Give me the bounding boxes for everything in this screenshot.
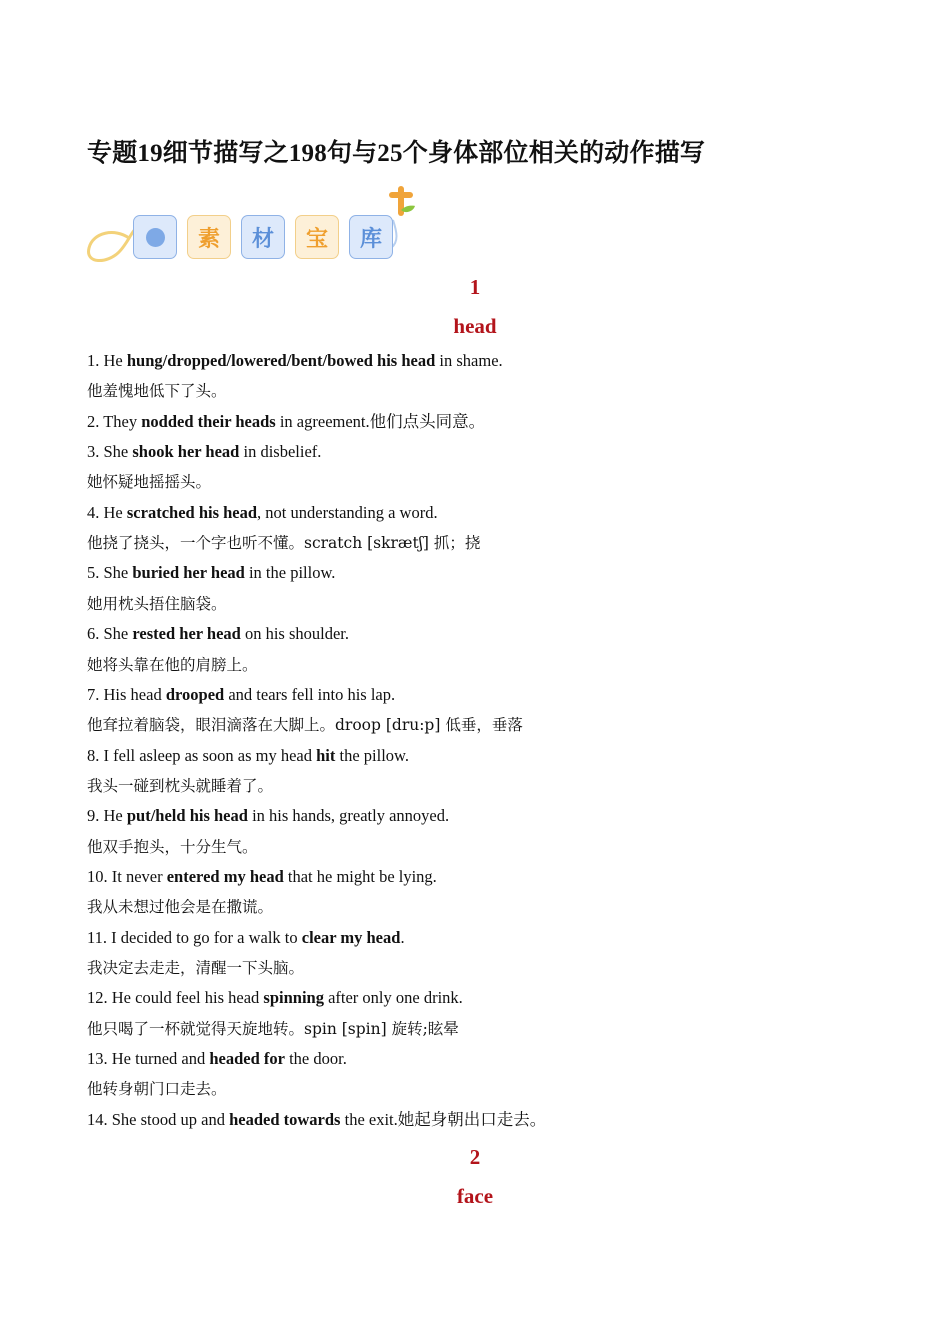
sentence-line xyxy=(87,655,258,675)
key-phrase: spinning xyxy=(263,988,324,1008)
sentence-text: 我头一碰到枕头就睡着了。 xyxy=(87,776,274,795)
sentence-line xyxy=(87,685,395,705)
sentence-line xyxy=(87,988,463,1008)
sentence-text: in shame. xyxy=(435,351,503,370)
key-phrase: scratched his head xyxy=(126,502,258,522)
sentence-line xyxy=(87,897,273,917)
sentence-text: 11. I decided to go for a walk to xyxy=(87,927,302,947)
sentence-line xyxy=(87,1019,459,1039)
banner-tile-1: 素 xyxy=(187,215,231,259)
sentence-text: 他双手抱头，十分生气。 xyxy=(87,837,258,856)
sentence-text: 1. He xyxy=(87,351,127,370)
sentence-line xyxy=(87,958,304,978)
sentence-line xyxy=(87,1110,546,1130)
key-phrase: entered my head xyxy=(166,866,284,886)
sentence-line xyxy=(87,746,409,766)
sentence-text: 我决定去走走，清醒一下头脑。 xyxy=(87,959,305,977)
key-phrase: put/held his head xyxy=(126,806,248,826)
sentence-text: the pillow. xyxy=(335,745,410,765)
sentence-text: 2. They xyxy=(87,411,142,431)
sentence-line xyxy=(87,1079,227,1099)
section-heading: head xyxy=(453,314,497,338)
key-phrase: hit xyxy=(316,745,336,765)
sentence-text: in the pillow. xyxy=(244,563,336,583)
sentence-text: the exit.她起身朝出口走去。 xyxy=(340,1109,547,1129)
sentence-line xyxy=(87,837,258,857)
banner-tile-3: 宝 xyxy=(295,215,339,259)
sentence-text: 3. She xyxy=(87,442,133,462)
sentence-line xyxy=(87,715,523,735)
sentence-line xyxy=(87,381,227,401)
sentence-line xyxy=(87,594,227,614)
key-phrase: buried her head xyxy=(132,563,245,583)
section-number: 2 xyxy=(469,1145,481,1169)
sentence-line xyxy=(87,563,335,583)
sentence-text: that he might be lying. xyxy=(283,866,437,886)
sentence-text: 他只喝了一杯就觉得天旋地转。spin [spin] 旋转;眩晕 xyxy=(87,1019,459,1038)
sentence-text: 5. She xyxy=(87,563,133,583)
sentence-text: 4. He xyxy=(87,502,127,522)
key-phrase: clear my head xyxy=(301,927,401,947)
sentence-text: 他耷拉着脑袋，眼泪滴落在大脚上。droop [dru:p] 低垂，垂落 xyxy=(87,716,523,735)
sentence-text: the door. xyxy=(284,1049,347,1069)
sentence-text: 14. She stood up and xyxy=(87,1109,230,1129)
sentence-line xyxy=(87,351,503,371)
sentence-line xyxy=(87,412,485,432)
key-phrase: headed for xyxy=(209,1049,285,1069)
key-phrase: headed towards xyxy=(229,1109,341,1129)
sentence-text: 6. She xyxy=(87,624,133,644)
sentence-text: , not understanding a word. xyxy=(257,502,438,522)
sentence-text: 我从未想过他会是在撒谎。 xyxy=(87,898,274,917)
sentence-line xyxy=(87,503,438,523)
banner-tile-4: 库 xyxy=(349,215,393,259)
sentence-text: 12. He could feel his head xyxy=(87,988,264,1008)
sentence-text: 她怀疑地摇摇头。 xyxy=(87,473,212,492)
section-heading: face xyxy=(456,1184,494,1208)
material-library-banner xyxy=(85,180,425,270)
sentence-text: in disbelief. xyxy=(239,442,322,462)
sentence-line xyxy=(87,472,211,492)
key-phrase: nodded their heads xyxy=(141,411,276,431)
sentence-line xyxy=(87,928,405,948)
sentence-text: and tears fell into his lap. xyxy=(224,684,396,704)
sentence-text: on his shoulder. xyxy=(240,624,350,644)
sentence-text: after only one drink. xyxy=(323,988,463,1008)
sentence-text: 7. His head xyxy=(87,684,166,704)
sentence-line xyxy=(87,533,480,553)
sentence-text: in agreement.他们点头同意。 xyxy=(275,411,486,431)
key-phrase: rested her head xyxy=(132,624,241,644)
circle-icon xyxy=(146,228,165,247)
section-number: 1 xyxy=(469,275,481,299)
key-phrase: drooped xyxy=(165,684,225,704)
sentence-text: 他转身朝门口走去。 xyxy=(87,1080,227,1099)
sentence-line xyxy=(87,867,437,887)
sentence-text: in his hands, greatly annoyed. xyxy=(247,806,450,826)
key-phrase: hung/dropped/lowered/bent/bowed his head xyxy=(126,351,436,370)
sentence-text: 13. He turned and xyxy=(87,1049,210,1069)
sentence-text: 她用枕头捂住脑袋。 xyxy=(87,594,227,613)
sentence-text: 他挠了挠头，一个字也听不懂。scratch [skrætʃ] 抓；挠 xyxy=(87,534,481,553)
sentence-text: . xyxy=(400,927,405,947)
sentence-text: 8. I fell asleep as soon as my head xyxy=(87,745,317,765)
sentence-line xyxy=(87,806,449,826)
sentence-line xyxy=(87,776,273,796)
page-title: 专题19细节描写之198句与25个身体部位相关的动作描写 xyxy=(87,140,706,167)
key-phrase: shook her head xyxy=(132,442,240,462)
sentence-text: 她将头靠在他的肩膀上。 xyxy=(87,655,258,674)
sentence-text: 10. It never xyxy=(87,866,167,886)
sentence-text: 9. He xyxy=(87,806,127,826)
banner-tile-2: 材 xyxy=(241,215,285,259)
banner-dot-tile xyxy=(133,215,177,259)
sentence-line xyxy=(87,1049,347,1069)
sentence-line xyxy=(87,624,349,644)
sentence-text: 他羞愧地低下了头。 xyxy=(87,382,227,401)
sentence-line xyxy=(87,442,321,462)
cross-leaf-icon xyxy=(389,186,415,216)
